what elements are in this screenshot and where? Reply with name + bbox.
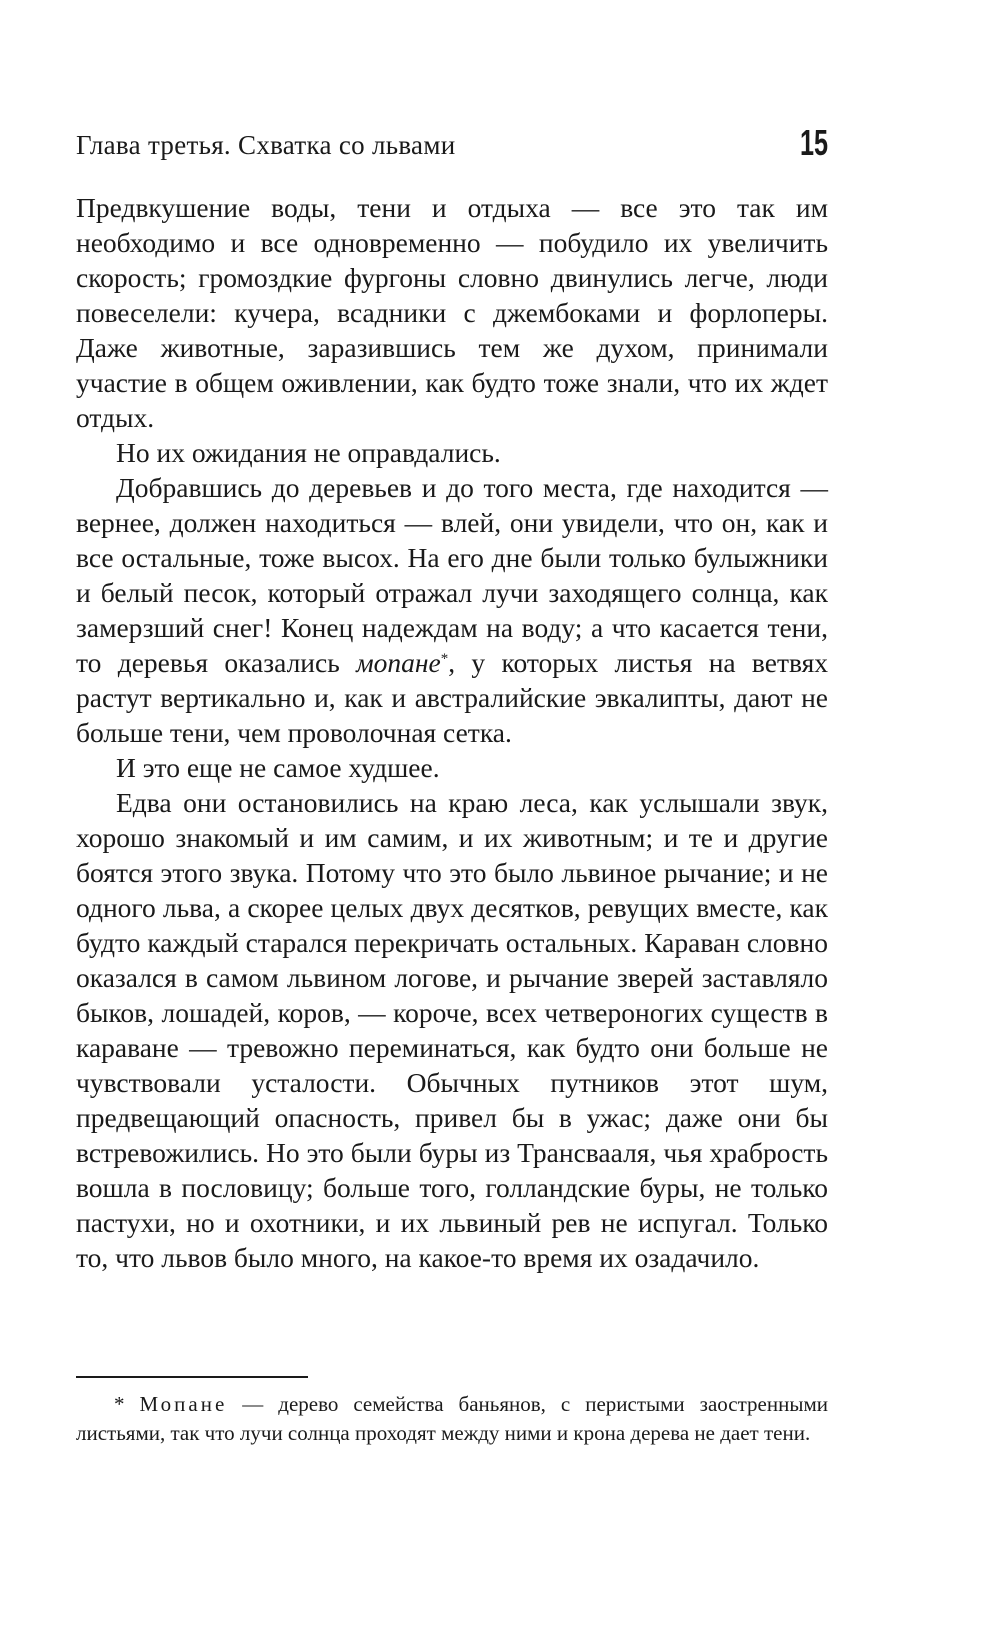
footnote-term: Мопане [139,1392,228,1416]
page-number: 15 [799,122,828,163]
book-page [76,0,828,1646]
italic-term-mopane: мопане [356,647,441,678]
paragraph-3-text-after: , у которых листья на ветвях растут вертикально и, как и австралийские эвкалипты, дают не больше тени, чем проволочная сетка. [76,647,828,748]
paragraph-4: И это еще не самое худшее. [116,752,440,783]
footnote-divider [76,1376,308,1378]
paragraph-3-text-before: Добравшись до деревьев и до того места, где находится — вернее, должен находиться — влей, они увидели, что он, как и все остальные, тоже высох. На его дне были только булыжники и белый песок, который отражал лучи заходящего солнца, как замерзший снег! Конец надеждам на воду; а что касается тени, то деревья оказались [76,472,828,678]
paragraph-2: Но их ожидания не оправдались. [116,437,501,468]
paragraph-3 [76,470,828,750]
footnote-reference[interactable]: * [440,651,449,667]
footnote [76,1390,828,1448]
running-header [76,122,828,170]
body-text [76,190,828,1275]
paragraph-1: Предвкушение воды, тени и отдыха — все это так им необходимо и все одновременно — побудило их увеличить скорость; громоздкие фургоны словно двинулись легче, люди повеселели: кучера, всадники с джембоками и форлоперы. Даже животные, заразившись тем же духом, принимали участие в общем оживлении, как будто тоже знали, что их ждет отдых. [76,192,828,433]
chapter-title: Глава третья. Схватка со львами [76,130,456,160]
footnote-text: — дерево семейства баньянов, с перистыми заостренными листьями, так что лучи солнца проходят между ними и крона дерева не дает тени. [76,1392,828,1445]
footnote-mark: * [114,1392,125,1416]
paragraph-5: Едва они остановились на краю леса, как услышали звук, хорошо знакомый и им самим, и их животным; и те и другие боятся этого звука. Потому что это было львиное рычание; и не одного льва, а скорее целых двух десятков, ревущих вместе, как будто каждый старался перекричать остальных. Караван словно оказался в самом львином логове, и рычание зверей заставляло быков, лошадей, коров, — короче, всех четвероногих существ в караване — тревожно переминаться, как будто они больше не чувствовали усталости. Обычных путников этот шум, предвещающий опасность, привел бы в ужас; даже они бы встревожились. Но это были буры из Трансвааля, чья храбрость вошла в пословицу; больше того, голландские буры, не только пастухи, но и охотники, и их львиный рев не испугал. Только то, что львов было много, на какое-то время их озадачило. [76,787,828,1273]
